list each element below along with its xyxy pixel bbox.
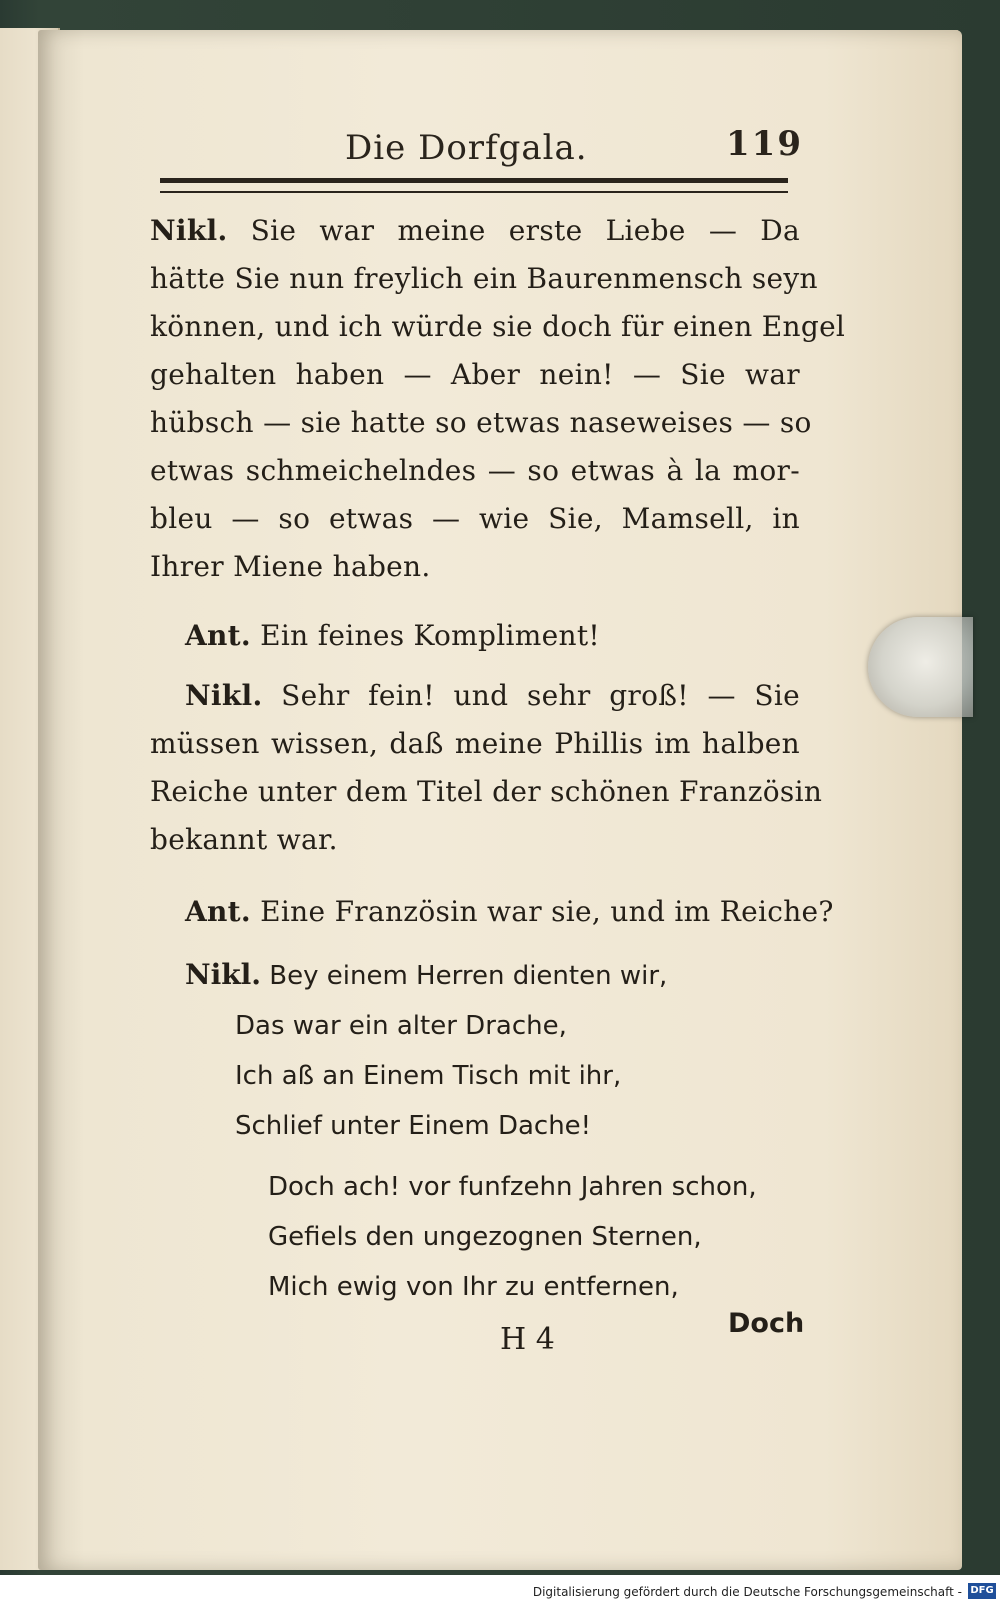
text-line: müssen wissen, daß meine Phillis im halben [150,727,800,760]
passage-nikl-2 [150,672,823,864]
verse-line: Ich aß an Einem Tisch mit ihr, [235,1061,622,1091]
song-stanza-1 [185,950,667,1151]
footer-bar [0,1575,1000,1612]
verse-line: Mich ewig von Ihr zu entfernen, [268,1272,679,1302]
text-line: Ihrer Miene haben. [150,550,431,583]
text-line: können, und ich würde sie doch für einen Engel [150,310,846,343]
running-head: Die Dorfgala. [345,128,588,168]
verse-line: Gefiels den ungezognen Sternen, [268,1222,702,1252]
catchword: Doch [728,1308,805,1339]
speaker-label: Nikl. [185,679,263,712]
page-clip [868,617,973,717]
text-line: Ant. Eine Französin war sie, und im Reiche? [185,895,834,928]
text-line: Nikl. Sie war meine erste Liebe — Da [150,214,800,247]
funding-credit: Digitalisierung gefördert durch die Deutsche Forschungsgemeinschaft - [532,1585,962,1599]
text-line: bleu — so etwas — wie Sie, Mamsell, in [150,502,800,535]
verse-line: Schlief unter Einem Dache! [235,1111,592,1141]
text-line: bekannt war. [150,823,338,856]
song-stanza-2 [268,1162,757,1312]
text-line: gehalten haben — Aber nein! — Sie war [150,358,800,391]
page-number: 119 [726,124,803,164]
verse-line: Nikl. Bey einem Herren dienten wir, [185,958,668,991]
passage-ant-2 [185,888,834,936]
speaker-label: Ant. [185,619,251,652]
header-rule [160,178,788,193]
text-line: Ant. Ein feines Kompliment! [185,619,600,652]
dfg-logo: DFG [968,1583,996,1599]
passage-nikl-1 [150,207,846,591]
speaker-label: Nikl. [150,214,228,247]
text-line: hübsch — sie hatte so etwas naseweises — so [150,406,812,439]
verse-line: Das war ein alter Drache, [235,1011,567,1041]
signature-mark: H 4 [500,1322,555,1357]
text-line: hätte Sie nun freylich ein Baurenmensch seyn [150,262,818,295]
text-line: etwas schmeichelndes — so etwas à la mor- [150,454,800,487]
text-line: Reiche unter dem Titel der schönen Französin [150,775,823,808]
text-line: Nikl. Sehr fein! und sehr groß! — Sie [185,679,800,712]
passage-ant-1 [185,612,785,660]
verse-line: Doch ach! vor funfzehn Jahren schon, [268,1172,757,1202]
speaker-label: Ant. [185,895,251,928]
speaker-label: Nikl. [185,958,262,991]
